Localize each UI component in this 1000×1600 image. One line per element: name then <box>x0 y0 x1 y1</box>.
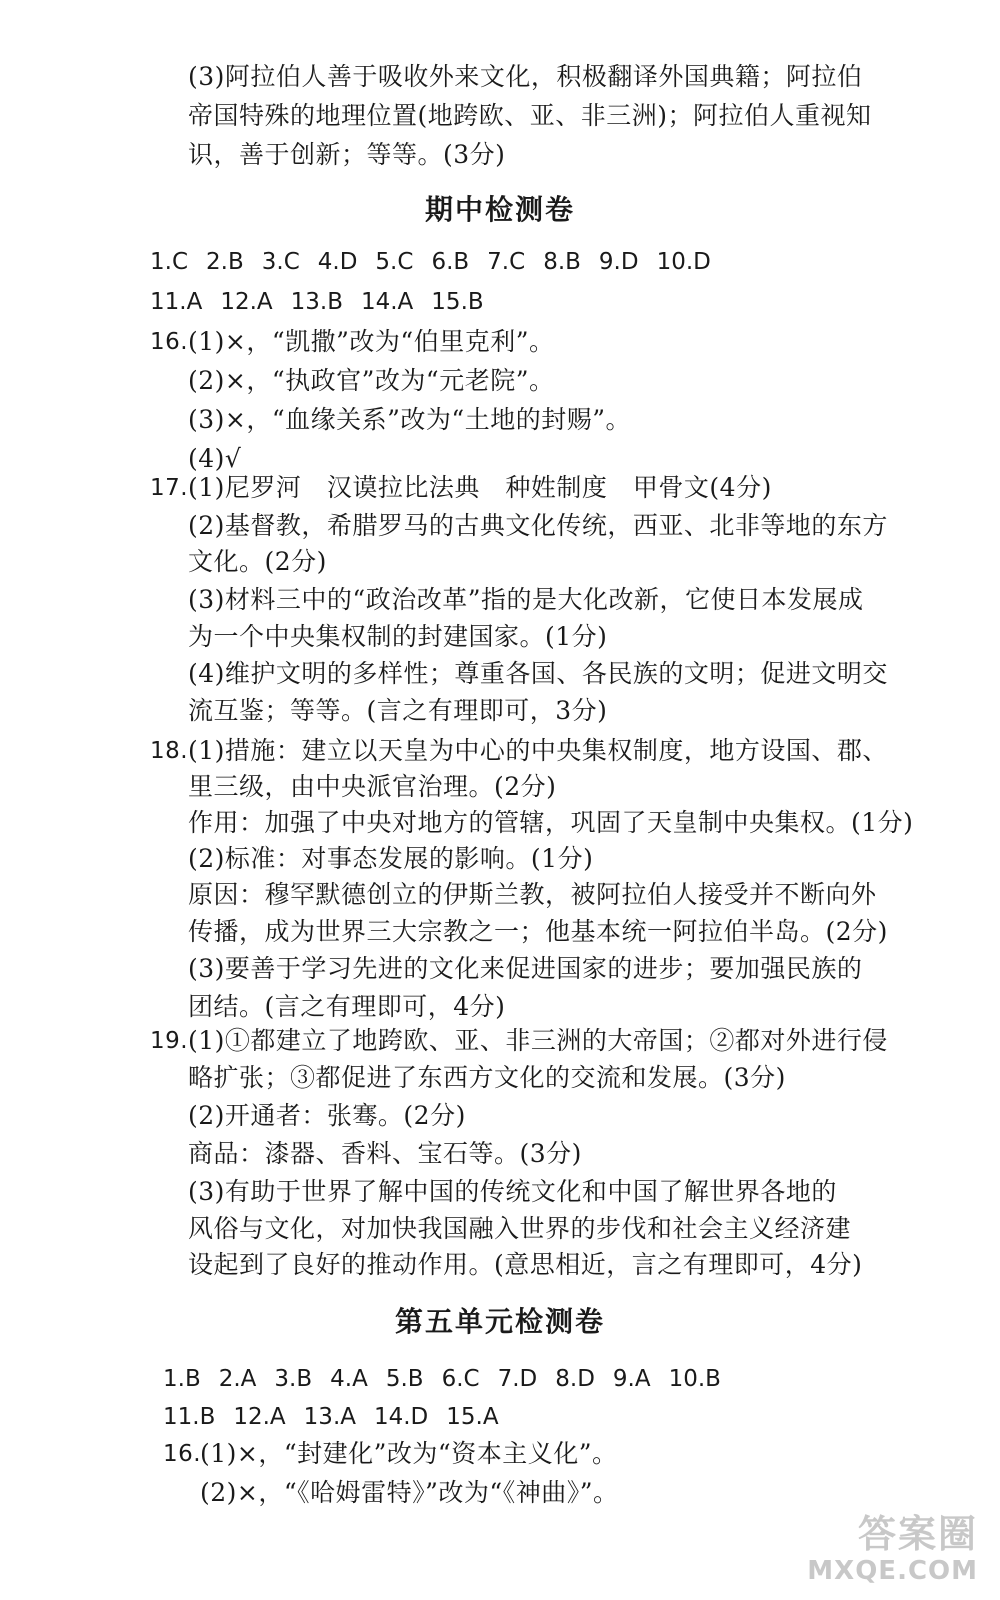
midterm-q16-line: (4)√ <box>188 444 242 473</box>
mcq-answer: 1.C <box>150 249 189 275</box>
midterm-q17-number: 17. <box>150 475 189 501</box>
mcq-answer: 5.C <box>375 249 414 275</box>
midterm-q18-line: (1)措施：建立以天皇为中心的中央集权制度，地方设国、郡、 <box>188 736 888 765</box>
midterm-title: 期中检测卷 <box>424 193 575 226</box>
midterm-q18-line: 作用：加强了中央对地方的管辖，巩固了天皇制中央集权。(1分) <box>188 808 914 837</box>
mcq-answer: 2.B <box>206 249 244 275</box>
mcq-answer: 12.A <box>233 1404 286 1430</box>
mcq-answer: 10.D <box>656 249 711 275</box>
watermark-top-text: 答案圈 <box>857 1512 978 1556</box>
mcq-answer: 13.A <box>303 1404 356 1430</box>
mcq-answer: 11.A <box>150 289 203 315</box>
mcq-answer: 8.B <box>543 249 581 275</box>
midterm-q18-line: 传播，成为世界三大宗教之一；他基本统一阿拉伯半岛。(2分) <box>188 917 888 946</box>
midterm-q16-line: (3)×，“血缘关系”改为“土地的封赐”。 <box>188 405 631 434</box>
mcq-answer: 7.D <box>497 1366 538 1392</box>
midterm-q19-line: (2)开通者：张骞。(2分) <box>188 1101 466 1130</box>
midterm-q16-line: (1)×，“凯撒”改为“伯里克利”。 <box>188 327 555 356</box>
unit5-q16-line: (1)×，“封建化”改为“资本主义化”。 <box>200 1439 618 1468</box>
midterm-q18-number: 18. <box>150 738 189 764</box>
mcq-answer: 9.D <box>598 249 639 275</box>
midterm-mcq-row-2 <box>150 285 502 319</box>
mcq-answer: 2.A <box>218 1366 257 1392</box>
midterm-q17-line: (2)基督教，希腊罗马的古典文化传统，西亚、北非等地的东方 <box>188 511 888 540</box>
unit5-title: 第五单元检测卷 <box>394 1305 605 1338</box>
midterm-q16-line: (2)×，“执政官”改为“元老院”。 <box>188 366 555 395</box>
mcq-answer: 12.A <box>220 289 273 315</box>
midterm-q19-line: 设起到了良好的推动作用。(意思相近，言之有理即可，4分) <box>188 1250 863 1279</box>
mcq-answer: 6.C <box>441 1366 480 1392</box>
mcq-answer: 10.B <box>668 1366 721 1392</box>
midterm-mcq-row-1 <box>150 245 729 279</box>
intro-line-3: 识，善于创新；等等。(3分) <box>188 140 506 169</box>
watermark-bottom-text: MXQE.COM <box>807 1556 978 1586</box>
midterm-q17-line: (1)尼罗河 汉谟拉比法典 种姓制度 甲骨文(4分) <box>188 473 772 502</box>
midterm-q18-line: 团结。(言之有理即可，4分) <box>188 992 506 1021</box>
midterm-q18-line: (2)标准：对事态发展的影响。(1分) <box>188 844 594 873</box>
unit5-mcq-row-2 <box>163 1400 517 1434</box>
mcq-answer: 14.A <box>360 289 414 315</box>
midterm-q19-line: 风俗与文化，对加快我国融入世界的步伐和社会主义经济建 <box>188 1214 852 1243</box>
mcq-answer: 1.B <box>163 1366 201 1392</box>
mcq-answer: 8.D <box>555 1366 595 1392</box>
mcq-answer: 15.A <box>446 1404 499 1430</box>
mcq-answer: 7.C <box>487 249 526 275</box>
mcq-answer: 5.B <box>385 1366 424 1392</box>
intro-line-1: (3)阿拉伯人善于吸收外来文化，积极翻译外国典籍；阿拉伯 <box>188 62 863 91</box>
mcq-answer: 3.B <box>274 1366 313 1392</box>
midterm-q17-line: 流互鉴；等等。(言之有理即可，3分) <box>188 696 608 725</box>
midterm-q16-number: 16. <box>150 329 189 355</box>
unit5-q16-line: (2)×，“《哈姆雷特》”改为“《神曲》”。 <box>200 1478 619 1507</box>
mcq-answer: 3.C <box>261 249 300 275</box>
unit5-mcq-row-1 <box>163 1362 739 1396</box>
mcq-answer: 6.B <box>431 249 470 275</box>
midterm-q19-line: 商品：漆器、香料、宝石等。(3分) <box>188 1139 582 1168</box>
midterm-q19-line: (1)①都建立了地跨欧、亚、非三洲的大帝国；②都对外进行侵 <box>188 1026 888 1055</box>
midterm-q17-line: 为一个中央集权制的封建国家。(1分) <box>188 622 608 651</box>
midterm-q19-line: 略扩张；③都促进了东西方文化的交流和发展。(3分) <box>188 1063 786 1092</box>
unit5-q16-number: 16. <box>163 1441 202 1467</box>
midterm-q18-line: 里三级，由中央派官治理。(2分) <box>188 772 557 801</box>
midterm-q19-number: 19. <box>150 1028 189 1054</box>
mcq-answer: 13.B <box>290 289 343 315</box>
midterm-q17-line: 文化。(2分) <box>188 547 327 576</box>
mcq-answer: 4.D <box>317 249 358 275</box>
midterm-q17-line: (4)维护文明的多样性；尊重各国、各民族的文明；促进文明交 <box>188 659 888 688</box>
intro-line-2: 帝国特殊的地理位置(地跨欧、亚、非三洲)；阿拉伯人重视知 <box>188 101 872 130</box>
midterm-q19-line: (3)有助于世界了解中国的传统文化和中国了解世界各地的 <box>188 1177 837 1206</box>
midterm-q17-line: (3)材料三中的“政治改革”指的是大化改新，它使日本发展成 <box>188 585 864 614</box>
mcq-answer: 15.B <box>431 289 484 315</box>
mcq-answer: 9.A <box>612 1366 651 1392</box>
midterm-q18-line: 原因：穆罕默德创立的伊斯兰教，被阿拉伯人接受并不断向外 <box>188 880 877 909</box>
mcq-answer: 4.A <box>330 1366 368 1392</box>
watermark-logo <box>807 1512 978 1586</box>
midterm-q18-line: (3)要善于学习先进的文化来促进国家的进步；要加强民族的 <box>188 954 863 983</box>
mcq-answer: 14.D <box>373 1404 429 1430</box>
mcq-answer: 11.B <box>163 1404 216 1430</box>
